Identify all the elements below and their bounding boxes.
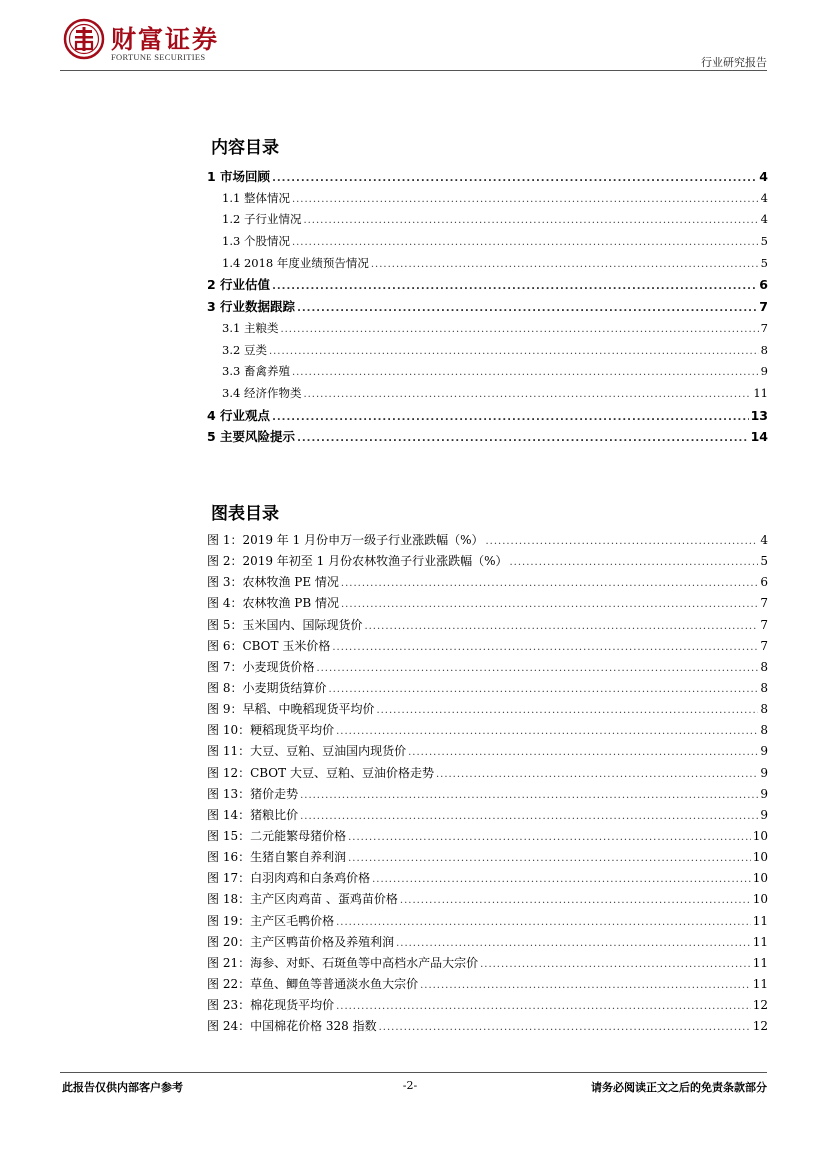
figure-list-entry[interactable]: [207, 530, 768, 551]
entry-page-number: 5: [760, 234, 768, 249]
entry-page-number: 10: [752, 828, 768, 843]
figure-list-entry[interactable]: [207, 784, 768, 805]
entry-label: 图 2：2019 年初至 1 月份农林牧渔子行业涨跌幅（%）: [207, 554, 508, 569]
figure-list-entry[interactable]: [207, 932, 768, 953]
entry-page-number: 4: [760, 533, 768, 547]
entry-page-number: 5: [760, 255, 768, 270]
footer-disclaimer: 此报告仅供内部客户参考: [62, 1081, 183, 1094]
dot-leader: [272, 276, 757, 298]
dot-leader: [292, 232, 759, 254]
entry-page-number: 10: [752, 871, 768, 886]
dot-leader: [269, 341, 759, 363]
toc-entry-section[interactable]: [207, 231, 768, 253]
dot-leader: [316, 658, 758, 679]
entry-label: 图 21：海参、对虾、石斑鱼等中高档水产品大宗价: [207, 955, 479, 970]
entry-label: 图 11：大豆、豆粕、豆油国内现货价: [207, 744, 407, 759]
toc-entry-chapter[interactable]: [207, 166, 768, 188]
entry-page-number: 11: [752, 934, 768, 949]
entry-label: 3 行业数据跟踪: [207, 299, 296, 315]
toc-list: [207, 166, 768, 448]
entry-label: 图 16：生猪自繁自养利润: [207, 850, 347, 865]
figure-list-entry[interactable]: [207, 699, 768, 720]
figure-list-entry[interactable]: [207, 1016, 768, 1037]
dot-leader: [336, 721, 758, 742]
figure-list: [207, 530, 768, 1037]
footer-divider: [60, 1072, 767, 1073]
toc-entry-section[interactable]: [207, 188, 768, 210]
entry-page-number: 9: [760, 364, 768, 379]
entry-label: 图 5：玉米国内、国际现货价: [207, 617, 363, 632]
dot-leader: [300, 785, 758, 806]
dot-leader: [396, 933, 751, 954]
entry-page-number: 8: [760, 342, 768, 357]
dot-leader: [303, 210, 758, 232]
figure-list-entry[interactable]: [207, 889, 768, 910]
entry-label: 图 13：猪价走势: [207, 786, 299, 801]
entry-page-number: 9: [760, 765, 768, 780]
dot-leader: [348, 848, 751, 869]
entry-label: 图 15：二元能繁母猪价格: [207, 828, 347, 843]
entry-label: 图 7：小麦现货价格: [207, 659, 315, 674]
dot-leader: [297, 298, 757, 320]
entry-page-number: 10: [752, 850, 768, 865]
toc-entry-section[interactable]: [207, 383, 768, 405]
entry-label: 图 12：CBOT 大豆、豆粕、豆油价格走势: [207, 765, 434, 780]
dot-leader: [348, 827, 751, 848]
figure-list-entry[interactable]: [207, 847, 768, 868]
entry-label: 图 10：粳稻现货平均价: [207, 723, 335, 738]
entry-label: 图 1：2019 年 1 月份申万一级子行业涨跌幅（%）: [207, 533, 484, 547]
entry-label: 图 14：猪粮比价: [207, 807, 299, 822]
entry-label: 图 3：农林牧渔 PE 情况: [207, 575, 339, 590]
entry-page-number: 8: [760, 680, 768, 695]
entry-label: 3.3 畜禽养殖: [222, 364, 290, 379]
toc-entry-chapter[interactable]: [207, 296, 768, 318]
dot-leader: [336, 912, 751, 933]
dot-leader: [341, 594, 758, 615]
entry-label: 5 主要风险提示: [207, 429, 296, 445]
toc-entry-chapter[interactable]: [207, 405, 768, 427]
entry-page-number: 12: [752, 1019, 768, 1034]
entry-label: 1.1 整体情况: [222, 190, 290, 205]
figure-list-entry[interactable]: [207, 657, 768, 678]
entry-label: 1.2 子行业情况: [222, 212, 302, 227]
dot-leader: [292, 362, 759, 384]
entry-label: 4 行业观点: [207, 407, 271, 423]
dot-leader: [420, 975, 751, 996]
company-logo: [63, 16, 243, 66]
entry-label: 图 17：白羽肉鸡和白条鸡价格: [207, 871, 371, 886]
figure-list-entry[interactable]: [207, 615, 768, 636]
dot-leader: [480, 954, 751, 975]
toc-entry-section[interactable]: [207, 209, 768, 231]
entry-page-number: 4: [760, 190, 768, 205]
dot-leader: [341, 573, 758, 594]
entry-page-number: 5: [760, 554, 768, 569]
entry-label: 1.4 2018 年度业绩预告情况: [222, 255, 369, 270]
dot-leader: [280, 319, 758, 341]
entry-label: 图 18：主产区肉鸡苗 、蛋鸡苗价格: [207, 892, 398, 907]
toc-title: 内容目录: [211, 138, 279, 158]
entry-page-number: 11: [752, 913, 768, 928]
entry-page-number: 7: [760, 638, 768, 653]
entry-page-number: 9: [760, 744, 768, 759]
figure-list-entry[interactable]: [207, 678, 768, 699]
dot-leader: [372, 869, 751, 890]
figure-list-entry[interactable]: [207, 868, 768, 889]
dot-leader: [408, 742, 758, 763]
entry-page-number: 6: [759, 277, 768, 293]
entry-page-number: 7: [760, 617, 768, 632]
entry-page-number: 7: [760, 596, 768, 611]
entry-page-number: 11: [752, 976, 768, 991]
figure-list-entry[interactable]: [207, 720, 768, 741]
entry-page-number: 8: [760, 659, 768, 674]
figure-list-entry[interactable]: [207, 805, 768, 826]
entry-page-number: 13: [750, 407, 768, 423]
entry-label: 图 9：早稻、中晚稻现货平均价: [207, 702, 375, 717]
entry-page-number: 9: [760, 786, 768, 801]
logo-chinese-name: 财富证券: [111, 25, 220, 54]
figure-list-entry[interactable]: [207, 636, 768, 657]
toc-entry-chapter[interactable]: [207, 274, 768, 296]
dot-leader: [303, 384, 751, 406]
dot-leader: [379, 1017, 751, 1038]
dot-leader: [485, 531, 758, 552]
footer-notice: 请务必阅读正文之后的免责条款部分: [591, 1081, 767, 1094]
entry-label: 图 23：棉花现货平均价: [207, 998, 335, 1013]
dot-leader: [364, 616, 758, 637]
entry-page-number: 8: [760, 723, 768, 738]
entry-label: 图 4：农林牧渔 PB 情况: [207, 596, 339, 611]
entry-label: 3.4 经济作物类: [222, 385, 302, 400]
figure-list-entry[interactable]: [207, 953, 768, 974]
toc-entry-chapter[interactable]: [207, 426, 768, 448]
entry-page-number: 14: [750, 429, 768, 445]
dot-leader: [400, 890, 751, 911]
toc-entry-section[interactable]: [207, 361, 768, 383]
entry-page-number: 12: [752, 998, 768, 1013]
figure-list-entry[interactable]: [207, 572, 768, 593]
entry-label: 3.2 豆类: [222, 342, 267, 357]
dot-leader: [371, 254, 759, 276]
entry-label: 图 6：CBOT 玉米价格: [207, 638, 331, 653]
entry-page-number: 10: [752, 892, 768, 907]
dot-leader: [332, 637, 758, 658]
report-type-label: 行业研究报告: [701, 56, 767, 69]
page-number: -2-: [402, 1079, 418, 1092]
figure-list-entry[interactable]: [207, 763, 768, 784]
figure-list-entry[interactable]: [207, 741, 768, 762]
entry-page-number: 7: [759, 299, 768, 315]
figure-list-entry[interactable]: [207, 911, 768, 932]
entry-label: 3.1 主粮类: [222, 320, 279, 335]
figure-list-entry[interactable]: [207, 995, 768, 1016]
entry-page-number: 11: [752, 955, 768, 970]
entry-label: 1 市场回顾: [207, 169, 271, 184]
toc-entry-section[interactable]: [207, 340, 768, 362]
dot-leader: [376, 700, 758, 721]
dot-leader: [509, 552, 758, 573]
entry-label: 图 24：中国棉花价格 328 指数: [207, 1019, 377, 1034]
entry-page-number: 6: [760, 575, 768, 590]
entry-label: 图 8：小麦期货结算价: [207, 680, 327, 695]
toc-entry-section[interactable]: [207, 318, 768, 340]
entry-label: 图 19：主产区毛鸭价格: [207, 913, 335, 928]
entry-label: 1.3 个股情况: [222, 234, 290, 249]
dot-leader: [297, 428, 749, 450]
entry-page-number: 4: [760, 212, 768, 227]
entry-page-number: 11: [753, 385, 768, 400]
header-divider: [60, 70, 767, 71]
figure-list-entry[interactable]: [207, 551, 768, 572]
dot-leader: [292, 189, 759, 211]
dot-leader: [336, 996, 751, 1017]
entry-page-number: 9: [760, 807, 768, 822]
entry-page-number: 8: [760, 702, 768, 717]
toc-entry-section[interactable]: [207, 253, 768, 275]
figure-list-entry[interactable]: [207, 974, 768, 995]
fortune-seal-icon: [63, 18, 105, 60]
entry-page-number: 7: [760, 320, 768, 335]
figure-list-entry[interactable]: [207, 826, 768, 847]
entry-label: 图 22：草鱼、鲫鱼等普通淡水鱼大宗价: [207, 976, 419, 991]
dot-leader: [436, 764, 758, 785]
figure-list-title: 图表目录: [211, 504, 279, 524]
dot-leader: [328, 679, 758, 700]
logo-english-name: FORTUNE SECURITIES: [111, 52, 206, 62]
entry-label: 图 20：主产区鸭苗价格及养殖利润: [207, 934, 395, 949]
dot-leader: [272, 407, 749, 429]
entry-page-number: 4: [759, 169, 768, 184]
figure-list-entry[interactable]: [207, 593, 768, 614]
dot-leader: [300, 806, 758, 827]
dot-leader: [272, 168, 757, 190]
entry-label: 2 行业估值: [207, 277, 271, 293]
